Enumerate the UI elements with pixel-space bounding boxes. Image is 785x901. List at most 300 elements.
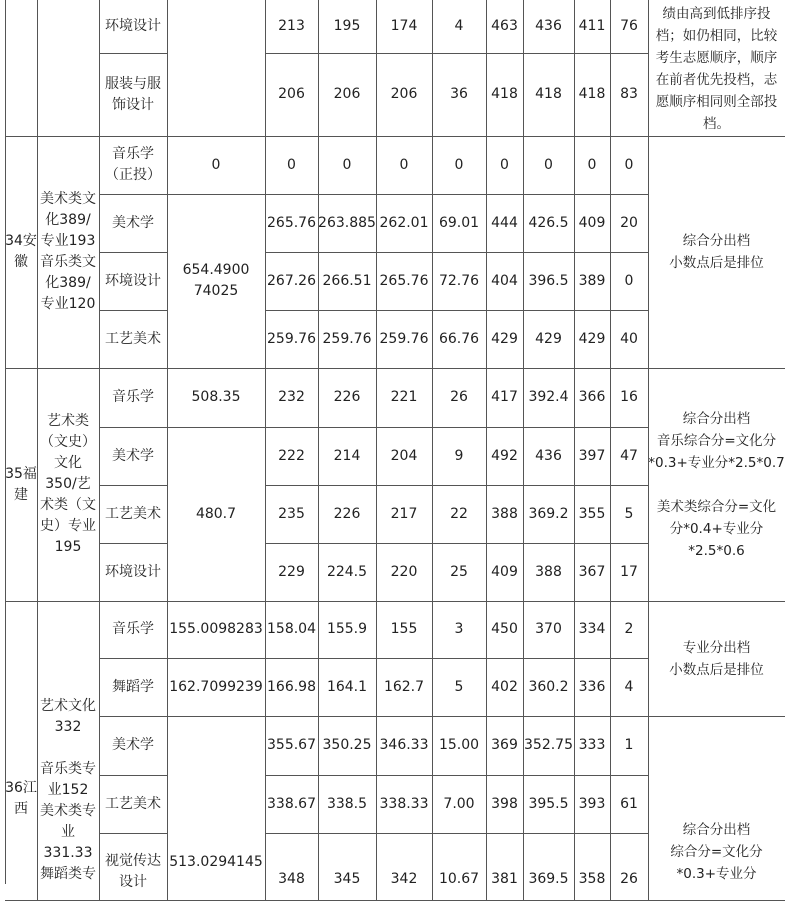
fujian-major-1 (99, 427, 168, 486)
prev-major-1-text: 服装与服 饰设计 (105, 75, 161, 113)
jiangxi-value-1-0-text: 166.98 (267, 678, 316, 695)
jiangxi-value-4-6 (574, 833, 611, 901)
fujian-value-1-4-text: 492 (491, 447, 518, 464)
fujian-value-2-1 (318, 485, 377, 544)
anhui-value-1-4 (486, 194, 524, 253)
jiangxi-value-0-2-text: 155 (390, 621, 418, 637)
prev-value-0-4-text: 463 (491, 17, 518, 34)
fujian-value-3-7 (610, 543, 649, 602)
jiangxi-major-3-text: 工艺美术 (105, 795, 161, 812)
jiangxi-value-2-3 (432, 716, 487, 776)
anhui-major-2 (99, 252, 168, 311)
fujian-value-2-7 (610, 485, 649, 544)
anhui-value-3-5 (523, 310, 575, 369)
jiangxi-value-2-3-text: 15.00 (438, 737, 480, 753)
jiangxi-value-0-6-text: 334 (578, 621, 606, 637)
anhui-province (5, 136, 38, 369)
anhui-value-2-6 (574, 252, 611, 311)
fujian-value-3-0-text: 229 (278, 563, 305, 580)
jiangxi-value-3-2-text: 338.33 (379, 795, 429, 812)
anhui-value-2-7 (610, 252, 649, 311)
jiangxi-composite-music (167, 601, 266, 659)
jiangxi-value-1-5-text: 360.2 (528, 678, 569, 695)
jiangxi-value-2-2-text: 346.33 (379, 737, 429, 753)
fujian-value-1-7 (610, 427, 649, 486)
anhui-value-1-7 (610, 194, 649, 253)
prev-value-1-1-text: 206 (333, 86, 361, 102)
fujian-value-0-6 (574, 368, 611, 428)
fujian-value-1-3 (432, 427, 487, 486)
fujian-major-2 (99, 485, 168, 544)
jiangxi-value-0-3 (432, 601, 487, 659)
anhui-value-2-4 (486, 252, 524, 311)
prev-major-0-text: 环境设计 (105, 17, 161, 34)
fujian-value-1-7-text: 47 (620, 447, 638, 464)
jiangxi-value-4-3 (432, 833, 487, 901)
anhui-value-0-1 (318, 136, 377, 195)
fujian-value-1-1-text: 214 (333, 447, 361, 464)
prev-value-0-7 (610, 0, 649, 54)
fujian-value-3-3-text: 25 (450, 563, 468, 580)
fujian-value-3-6-text: 367 (578, 563, 606, 580)
anhui-value-1-1-text: 263.885 (318, 214, 376, 231)
fujian-value-1-5 (523, 427, 575, 486)
jiangxi-major-2 (99, 716, 168, 776)
jiangxi-value-3-1 (318, 775, 377, 834)
jiangxi-value-2-2 (376, 716, 433, 776)
prev-value-1-6-text: 418 (578, 86, 606, 102)
anhui-composite-art (167, 194, 266, 369)
prev-value-1-7 (610, 53, 649, 137)
anhui-value-1-6-text: 409 (578, 214, 606, 231)
prev-value-0-0 (265, 0, 319, 54)
anhui-value-2-4-text: 404 (491, 272, 518, 289)
anhui-value-3-7 (610, 310, 649, 369)
fujian-value-2-0-text: 235 (278, 505, 305, 522)
fujian-value-3-2-text: 220 (390, 563, 418, 580)
prev-value-1-5 (523, 53, 575, 137)
anhui-value-3-3-text: 66.76 (438, 330, 480, 347)
fujian-value-3-5 (523, 543, 575, 602)
fujian-value-3-0 (265, 543, 319, 602)
anhui-cutoff-text: 美术类文 化389/ 专业193 音乐类文 化389/ 专业120 (40, 191, 96, 312)
prev-value-0-3-text: 4 (454, 17, 464, 34)
jiangxi-value-0-4 (486, 601, 524, 659)
prev-value-0-5-text: 436 (535, 17, 562, 34)
fujian-composite-music (167, 368, 266, 428)
prev-value-0-1-text: 195 (333, 17, 361, 34)
anhui-major-3-text: 工艺美术 (105, 330, 161, 347)
anhui-major-1-text: 美术学 (112, 214, 154, 231)
anhui-value-1-1 (318, 194, 377, 253)
jiangxi-value-3-5-text: 395.5 (528, 795, 569, 812)
jiangxi-value-1-0 (265, 658, 319, 717)
fujian-value-0-5 (523, 368, 575, 428)
jiangxi-note-composite-text: 综合分出档 综合分=文化分 *0.3+专业分 (670, 822, 763, 882)
prev-value-1-2 (376, 53, 433, 137)
anhui-value-3-3 (432, 310, 487, 369)
prev-value-0-5 (523, 0, 575, 54)
anhui-value-0-7-text: 0 (624, 156, 634, 173)
jiangxi-value-3-6 (574, 775, 611, 834)
anhui-cutoff (37, 136, 100, 369)
anhui-value-1-0-text: 265.76 (267, 214, 316, 231)
jiangxi-value-3-4-text: 398 (491, 795, 518, 812)
fujian-value-1-4 (486, 427, 524, 486)
fujian-value-2-1-text: 226 (333, 505, 361, 522)
fujian-composite-art-text: 480.7 (195, 505, 237, 522)
anhui-value-1-3-text: 69.01 (438, 214, 480, 231)
fujian-value-1-0-text: 222 (278, 447, 305, 464)
anhui-value-3-6 (574, 310, 611, 369)
jiangxi-value-1-2 (376, 658, 433, 717)
anhui-value-0-2-text: 0 (399, 156, 409, 173)
jiangxi-composite-dance (167, 658, 266, 717)
jiangxi-value-4-6-text: 358 (578, 871, 606, 887)
jiangxi-value-3-4 (486, 775, 524, 834)
anhui-composite-art-text: 654.4900 74025 (182, 262, 250, 299)
jiangxi-value-2-7-text: 1 (624, 737, 634, 753)
jiangxi-value-0-5 (523, 601, 575, 659)
anhui-value-2-1-text: 266.51 (322, 272, 372, 289)
prev-province-cell (5, 0, 38, 137)
fujian-value-0-7 (610, 368, 649, 428)
fujian-value-1-3-text: 9 (454, 447, 464, 464)
anhui-value-1-0 (265, 194, 319, 253)
anhui-value-2-2 (376, 252, 433, 311)
fujian-value-3-7-text: 17 (620, 563, 638, 580)
fujian-value-0-7-text: 16 (620, 389, 638, 405)
anhui-value-1-5 (523, 194, 575, 253)
prev-value-0-2 (376, 0, 433, 54)
jiangxi-value-3-1-text: 338.5 (326, 795, 368, 812)
jiangxi-value-4-5 (523, 833, 575, 901)
fujian-value-2-3-text: 22 (450, 505, 468, 522)
jiangxi-value-0-7-text: 2 (624, 621, 634, 637)
jiangxi-value-3-3 (432, 775, 487, 834)
fujian-value-0-3-text: 26 (450, 389, 468, 405)
prev-value-1-3 (432, 53, 487, 137)
fujian-value-2-3 (432, 485, 487, 544)
fujian-value-3-5-text: 388 (535, 563, 562, 580)
fujian-note (648, 368, 785, 602)
jiangxi-major-3 (99, 775, 168, 834)
jiangxi-value-4-0-text: 348 (278, 871, 305, 887)
jiangxi-value-4-4 (486, 833, 524, 901)
fujian-value-1-6-text: 397 (578, 447, 606, 464)
anhui-value-0-6 (574, 136, 611, 195)
anhui-value-0-3-text: 0 (454, 156, 464, 173)
fujian-note-text: 综合分出档 音乐综合分=文化分 *0.3+专业分*2.5*0.7 美术类综合分=文化 分*0.4+专业分 *2.5*0.6 (648, 410, 785, 559)
jiangxi-value-2-6-text: 333 (578, 737, 606, 753)
jiangxi-value-4-5-text: 369.5 (528, 871, 569, 887)
anhui-value-2-7-text: 0 (624, 272, 634, 289)
fujian-major-0 (99, 368, 168, 428)
jiangxi-composite-art (167, 716, 266, 901)
jiangxi-composite-music-text: 155.0098283 (169, 621, 263, 637)
jiangxi-value-1-1-text: 164.1 (326, 678, 368, 695)
fujian-value-2-4 (486, 485, 524, 544)
prev-value-0-1 (318, 0, 377, 54)
anhui-value-3-4-text: 429 (491, 330, 518, 347)
jiangxi-value-4-4-text: 381 (491, 871, 518, 887)
jiangxi-value-4-1 (318, 833, 377, 901)
anhui-value-0-5-text: 0 (544, 156, 553, 173)
fujian-cutoff-text: 艺术类 （文史） 文化 350/艺 术类（文 史）专业 195 (40, 413, 96, 555)
jiangxi-major-0-text: 音乐学 (112, 621, 154, 637)
jiangxi-value-1-2-text: 162.7 (383, 678, 425, 695)
anhui-value-1-7-text: 20 (620, 214, 638, 231)
anhui-value-3-4 (486, 310, 524, 369)
anhui-value-1-2-text: 262.01 (379, 214, 429, 231)
fujian-value-0-2 (376, 368, 433, 428)
jiangxi-major-1-text: 舞蹈学 (112, 678, 154, 695)
jiangxi-value-4-7-text: 26 (620, 871, 638, 887)
fujian-major-3-text: 环境设计 (105, 563, 161, 580)
fujian-value-1-0 (265, 427, 319, 486)
jiangxi-value-2-5-text: 352.75 (524, 737, 573, 753)
jiangxi-value-2-4-text: 369 (491, 737, 518, 753)
anhui-value-1-4-text: 444 (491, 214, 518, 231)
anhui-major-3 (99, 310, 168, 369)
fujian-cutoff (37, 368, 100, 602)
fujian-value-2-2 (376, 485, 433, 544)
prev-cutoff-cell (37, 0, 100, 137)
anhui-value-2-3-text: 72.76 (438, 272, 480, 289)
jiangxi-value-2-1 (318, 716, 377, 776)
anhui-composite-music-text: 0 (211, 156, 221, 173)
fujian-province (5, 368, 38, 602)
anhui-value-0-4 (486, 136, 524, 195)
fujian-value-2-6 (574, 485, 611, 544)
anhui-value-1-6 (574, 194, 611, 253)
jiangxi-value-0-0-text: 158.04 (267, 621, 316, 637)
jiangxi-value-1-4-text: 402 (491, 678, 518, 695)
jiangxi-value-4-3-text: 10.67 (438, 871, 480, 887)
jiangxi-value-0-2 (376, 601, 433, 659)
jiangxi-value-1-6 (574, 658, 611, 717)
jiangxi-value-2-7 (610, 716, 649, 776)
prev-major-1 (99, 53, 168, 137)
anhui-value-3-5-text: 429 (535, 330, 562, 347)
prev-value-1-4 (486, 53, 524, 137)
fujian-province-text: 35福 建 (5, 465, 37, 503)
anhui-value-0-0-text: 0 (287, 156, 296, 173)
jiangxi-value-0-0 (265, 601, 319, 659)
fujian-value-0-2-text: 221 (390, 389, 418, 405)
fujian-value-1-1 (318, 427, 377, 486)
jiangxi-value-1-7 (610, 658, 649, 717)
jiangxi-value-1-3-text: 5 (454, 678, 464, 695)
fujian-value-2-4-text: 388 (491, 505, 518, 522)
jiangxi-value-3-6-text: 393 (578, 795, 606, 812)
fujian-value-3-1-text: 224.5 (326, 563, 368, 580)
fujian-value-0-0 (265, 368, 319, 428)
fujian-value-2-7-text: 5 (624, 505, 634, 522)
jiangxi-value-2-5 (523, 716, 575, 776)
jiangxi-value-3-0 (265, 775, 319, 834)
anhui-value-2-1 (318, 252, 377, 311)
anhui-value-3-7-text: 40 (620, 330, 638, 347)
jiangxi-value-0-5-text: 370 (535, 621, 562, 637)
jiangxi-major-1 (99, 658, 168, 717)
anhui-value-2-3 (432, 252, 487, 311)
jiangxi-value-0-4-text: 450 (491, 621, 518, 637)
fujian-value-2-2-text: 217 (390, 505, 418, 522)
jiangxi-value-2-1-text: 350.25 (322, 737, 372, 753)
jiangxi-value-4-2 (376, 833, 433, 901)
fujian-value-3-3 (432, 543, 487, 602)
jiangxi-value-2-0-text: 355.67 (267, 737, 316, 753)
fujian-value-3-1 (318, 543, 377, 602)
anhui-value-0-5 (523, 136, 575, 195)
anhui-value-2-0-text: 267.26 (267, 272, 316, 289)
prev-value-1-6 (574, 53, 611, 137)
anhui-major-0-text: 音乐学 （正投） (105, 146, 161, 183)
jiangxi-value-3-7-text: 61 (620, 795, 638, 812)
jiangxi-value-1-7-text: 4 (624, 678, 634, 695)
prev-value-1-4-text: 418 (491, 86, 518, 102)
fujian-composite-art (167, 427, 266, 602)
jiangxi-value-4-1-text: 345 (333, 871, 361, 887)
jiangxi-cutoff-text: 艺术文化 332 音乐类专 业152 美术类专 业 331.33 舞蹈类专 (40, 698, 96, 882)
prev-value-0-0-text: 213 (278, 17, 305, 34)
fujian-value-1-5-text: 436 (535, 447, 562, 464)
anhui-value-3-2-text: 259.76 (379, 330, 429, 347)
prev-value-1-0-text: 206 (278, 86, 305, 102)
anhui-value-3-0 (265, 310, 319, 369)
fujian-composite-music-text: 508.35 (191, 389, 241, 405)
jiangxi-value-1-3 (432, 658, 487, 717)
fujian-value-2-5 (523, 485, 575, 544)
prev-value-1-2-text: 206 (390, 86, 418, 102)
fujian-major-1-text: 美术学 (112, 447, 154, 464)
prev-value-0-3 (432, 0, 487, 54)
prev-value-0-7-text: 76 (620, 17, 638, 34)
anhui-value-3-0-text: 259.76 (267, 330, 316, 347)
anhui-value-2-6-text: 389 (578, 272, 606, 289)
jiangxi-value-4-0 (265, 833, 319, 901)
prev-major-0 (99, 0, 168, 54)
fujian-value-0-0-text: 232 (278, 389, 305, 405)
fujian-value-1-2 (376, 427, 433, 486)
fujian-major-3 (99, 543, 168, 602)
jiangxi-cutoff (37, 601, 100, 901)
jiangxi-note-composite (648, 716, 785, 901)
jiangxi-composite-dance-text: 162.7099239 (169, 678, 263, 695)
prev-note-text: 绩由高到低排序投 档；如仍相同，比较 考生志愿顺序，顺序 在前者优先投档，志 愿顺序相同则全部投 档。 (655, 6, 778, 132)
fujian-value-3-4 (486, 543, 524, 602)
jiangxi-value-1-6-text: 336 (578, 678, 606, 695)
jiangxi-value-3-7 (610, 775, 649, 834)
jiangxi-note-major (648, 601, 785, 717)
anhui-composite-music (167, 136, 266, 195)
prev-note (648, 0, 785, 137)
prev-value-1-1 (318, 53, 377, 137)
jiangxi-value-1-4 (486, 658, 524, 717)
jiangxi-major-2-text: 美术学 (112, 737, 154, 753)
jiangxi-value-2-6 (574, 716, 611, 776)
fujian-value-1-2-text: 204 (390, 447, 418, 464)
prev-value-1-7-text: 83 (620, 86, 638, 102)
anhui-value-2-2-text: 265.76 (379, 272, 429, 289)
anhui-note-text: 综合分出档 小数点后是排位 (669, 233, 764, 271)
fujian-value-0-1-text: 226 (333, 389, 361, 405)
jiangxi-major-0 (99, 601, 168, 659)
anhui-value-0-2 (376, 136, 433, 195)
anhui-value-2-5 (523, 252, 575, 311)
jiangxi-value-3-3-text: 7.00 (443, 795, 475, 812)
fujian-value-3-2 (376, 543, 433, 602)
jiangxi-value-0-6 (574, 601, 611, 659)
jiangxi-composite-art-text: 513.0294145 (169, 854, 263, 870)
anhui-major-2-text: 环境设计 (105, 272, 161, 289)
jiangxi-note-major-text: 专业分出档 小数点后是排位 (669, 639, 764, 678)
fujian-value-0-3 (432, 368, 487, 428)
fujian-value-2-0 (265, 485, 319, 544)
jiangxi-value-3-0-text: 338.67 (267, 795, 316, 812)
anhui-value-0-4-text: 0 (500, 156, 509, 173)
anhui-value-0-3 (432, 136, 487, 195)
jiangxi-value-1-1 (318, 658, 377, 717)
fujian-value-3-4-text: 409 (491, 563, 518, 580)
fujian-value-0-6-text: 366 (578, 389, 606, 405)
anhui-value-1-5-text: 426.5 (528, 214, 569, 231)
anhui-value-1-3 (432, 194, 487, 253)
prev-value-0-6 (574, 0, 611, 54)
jiangxi-value-0-3-text: 3 (454, 621, 464, 637)
anhui-province-text: 34安 徽 (5, 233, 37, 270)
anhui-value-3-1-text: 259.76 (322, 330, 372, 347)
prev-value-0-2-text: 174 (390, 17, 418, 34)
prev-value-1-5-text: 418 (535, 86, 562, 102)
fujian-major-2-text: 工艺美术 (105, 505, 161, 522)
anhui-value-0-0 (265, 136, 319, 195)
anhui-note (648, 136, 785, 369)
prev-value-0-4 (486, 0, 524, 54)
fujian-value-2-6-text: 355 (578, 505, 606, 522)
jiangxi-province-text: 36江 西 (5, 780, 37, 817)
fujian-value-0-1 (318, 368, 377, 428)
anhui-value-2-0 (265, 252, 319, 311)
jiangxi-value-3-2 (376, 775, 433, 834)
jiangxi-value-2-0 (265, 716, 319, 776)
fujian-value-0-5-text: 392.4 (528, 389, 569, 405)
anhui-value-1-2 (376, 194, 433, 253)
jiangxi-value-0-1-text: 155.9 (326, 621, 368, 637)
fujian-major-0-text: 音乐学 (112, 389, 154, 405)
fujian-value-1-6 (574, 427, 611, 486)
anhui-value-0-7 (610, 136, 649, 195)
jiangxi-value-4-7 (610, 833, 649, 901)
anhui-major-0 (99, 136, 168, 195)
jiangxi-value-0-7 (610, 601, 649, 659)
fujian-value-0-4-text: 417 (491, 389, 518, 405)
fujian-value-0-4 (486, 368, 524, 428)
anhui-value-0-1-text: 0 (342, 156, 352, 173)
jiangxi-value-0-1 (318, 601, 377, 659)
prev-composite-cell (167, 0, 266, 137)
jiangxi-major-4-text: 视觉传达 设计 (105, 853, 161, 890)
fujian-value-3-6 (574, 543, 611, 602)
jiangxi-value-2-4 (486, 716, 524, 776)
anhui-major-1 (99, 194, 168, 253)
prev-value-1-0 (265, 53, 319, 137)
jiangxi-province (5, 601, 38, 901)
anhui-value-3-6-text: 429 (578, 330, 606, 347)
prev-value-0-6-text: 411 (578, 17, 606, 34)
anhui-value-2-5-text: 396.5 (528, 272, 569, 289)
